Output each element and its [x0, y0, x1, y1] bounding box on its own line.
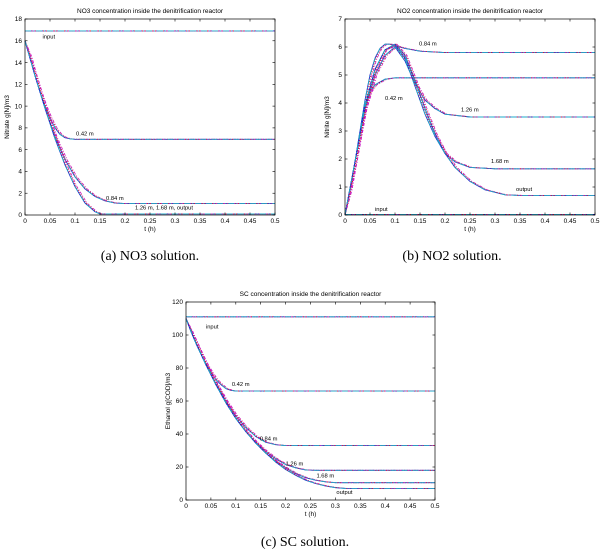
y-axis-label: Nitrite g[N]/m3	[324, 96, 331, 138]
x-tick-label: 0.05	[204, 503, 218, 510]
series-2-line-1	[186, 319, 435, 446]
x-tick-label: 0.25	[143, 218, 157, 225]
y-tick-label: 4	[18, 168, 22, 176]
x-tick-label: 0.3	[330, 503, 340, 510]
y-tick-label: 12	[14, 81, 22, 89]
series-1-line-2	[186, 319, 435, 392]
x-tick-label: 0.5	[430, 503, 440, 510]
y-tick-label: 6	[18, 146, 22, 154]
y-tick-label: 100	[172, 332, 183, 340]
x-tick-label: 0	[23, 218, 27, 225]
y-axis-label: Ethanol g[COD]/m3	[165, 372, 172, 430]
series-1-line-0	[186, 319, 435, 392]
y-tick-label: 0	[338, 212, 342, 220]
curve-annotation: 1.68 m	[491, 159, 509, 166]
x-tick-label: 0.3	[170, 218, 180, 225]
x-tick-label: 0.45	[243, 218, 257, 225]
chart-title: NO3 concentration inside the denitrification reactor	[77, 8, 223, 15]
chart-title: SC concentration inside the denitrification reactor	[239, 291, 382, 298]
y-tick-label: 8	[18, 125, 22, 133]
curve-annotation: 0.84 m	[419, 41, 437, 48]
y-tick-label: 1	[338, 184, 342, 192]
x-tick-label: 0.1	[390, 218, 400, 225]
x-tick-label: 0.05	[363, 218, 377, 225]
y-tick-label: 40	[175, 431, 183, 439]
y-tick-label: 6	[338, 44, 342, 52]
y-tick-label: 10	[14, 103, 22, 111]
x-tick-label: 0.25	[304, 503, 317, 510]
y-tick-label: 7	[338, 16, 342, 24]
series-2-line-2	[186, 319, 435, 446]
x-axis-label: t (h)	[464, 226, 476, 233]
x-tick-label: 0	[343, 218, 347, 225]
series-4-line-1	[186, 319, 435, 483]
series-5-line-0	[186, 319, 435, 489]
y-axis-label: Nitrate g[N]/m3	[4, 95, 11, 139]
x-tick-label: 0.45	[563, 218, 577, 225]
x-tick-label: 0.15	[93, 218, 107, 225]
x-tick-label: 0.2	[120, 218, 130, 225]
series-5-line-3	[186, 319, 435, 489]
y-tick-label: 120	[172, 299, 183, 307]
x-tick-label: 0.5	[590, 218, 600, 225]
x-tick-label: 0.5	[270, 218, 280, 225]
curve-annotation: output	[516, 187, 533, 194]
curve-annotation: input	[375, 206, 388, 213]
x-tick-label: 0	[184, 503, 188, 510]
curve-annotation: 1.26 m	[461, 107, 479, 114]
series-4-line-0	[186, 319, 435, 483]
caption-a: (a) NO3 solution.	[100, 249, 200, 264]
series-2-line-0	[186, 319, 435, 446]
curve-annotation: 0.84 m	[106, 195, 124, 202]
series-4-line-3	[186, 319, 435, 483]
curve-annotation: output	[336, 490, 353, 497]
caption-c: (c) SC solution.	[260, 535, 350, 550]
caption-b: (b) NO2 solution.	[402, 249, 502, 264]
x-tick-label: 0.4	[220, 218, 230, 225]
x-tick-label: 0.4	[540, 218, 550, 225]
x-tick-label: 0.1	[70, 218, 80, 225]
x-tick-label: 0.35	[353, 503, 367, 510]
curve-annotation: 1.26 m	[285, 461, 304, 468]
curve-annotation: 1.68 m	[316, 473, 335, 480]
y-tick-label: 60	[175, 398, 183, 406]
x-tick-label: 0.3	[490, 218, 500, 225]
y-tick-label: 80	[175, 365, 183, 373]
curve-annotation: 0.84 m	[259, 436, 278, 443]
series-5-line-1	[186, 319, 435, 489]
x-tick-label: 0.35	[513, 218, 527, 225]
x-tick-label: 0.2	[281, 503, 291, 510]
y-tick-label: 20	[175, 464, 183, 472]
chart-title: NO2 concentration inside the denitrification reactor	[397, 8, 543, 15]
x-axis-label: t (h)	[144, 226, 156, 233]
x-tick-label: 0.2	[440, 218, 450, 225]
curve-annotation: 0.42 m	[76, 131, 94, 138]
y-tick-label: 3	[338, 128, 342, 136]
y-tick-label: 16	[14, 37, 22, 45]
y-tick-label: 5	[338, 72, 342, 80]
series-1-line-3	[186, 319, 435, 392]
series-4-line-2	[186, 319, 435, 483]
y-tick-label: 18	[14, 16, 22, 24]
y-tick-label: 14	[14, 59, 22, 67]
series-5-line-2	[186, 319, 435, 489]
x-tick-label: 0.35	[193, 218, 207, 225]
x-tick-label: 0.4	[380, 503, 390, 510]
y-tick-label: 0	[179, 497, 183, 505]
x-tick-label: 0.15	[254, 503, 268, 510]
y-tick-label: 2	[18, 190, 22, 198]
y-tick-label: 2	[338, 156, 342, 164]
x-tick-label: 0.25	[463, 218, 477, 225]
x-tick-label: 0.05	[43, 218, 57, 225]
x-tick-label: 0.15	[413, 218, 427, 225]
curve-annotation: 1.26 m, 1.68 m, output	[135, 205, 194, 212]
x-tick-label: 0.45	[403, 503, 417, 510]
y-tick-label: 0	[18, 212, 22, 220]
curve-annotation: input	[42, 34, 56, 41]
curve-annotation: 0.42 m	[231, 382, 250, 389]
series-1-line-1	[186, 319, 435, 392]
x-axis-label: t (h)	[304, 511, 317, 518]
series-2-line-3	[186, 319, 435, 446]
x-tick-label: 0.1	[231, 503, 241, 510]
y-tick-label: 4	[338, 100, 342, 108]
curve-annotation: input	[205, 324, 219, 331]
curve-annotation: 0.42 m	[385, 96, 403, 103]
